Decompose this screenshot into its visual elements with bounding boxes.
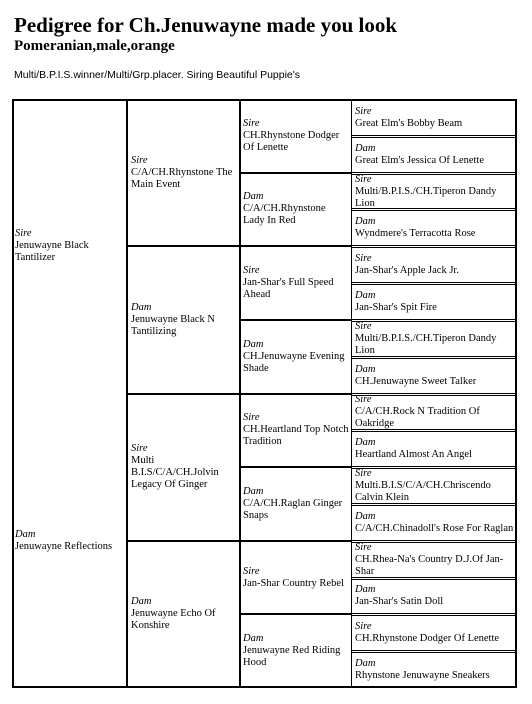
ancestor-name: Great Elm's Jessica Of Lenette bbox=[355, 154, 485, 166]
ancestor-name: Heartland Almost An Angel bbox=[355, 449, 472, 461]
relation-label: Sire bbox=[243, 265, 260, 277]
dog-description: Multi/B.P.I.S.winner/Multi/Grp.placer. Siring Beautiful Puppie's bbox=[14, 69, 301, 81]
relation-label: Dam bbox=[243, 633, 264, 645]
relation-label: Dam bbox=[131, 301, 152, 313]
pedigree-entry bbox=[355, 394, 514, 430]
pedigree-entry bbox=[131, 155, 238, 191]
pedigree-cell-gen0 bbox=[12, 99, 128, 394]
breed-subtitle: Pomeranian,male,orange bbox=[14, 38, 175, 54]
relation-label: Sire bbox=[355, 621, 372, 633]
relation-label: Sire bbox=[355, 394, 372, 406]
pedigree-cell-gen3 bbox=[351, 247, 517, 283]
pedigree-cell-gen3 bbox=[351, 137, 517, 173]
ancestor-name: Jan-Shar Country Rebel bbox=[243, 577, 344, 589]
ancestor-name: CH.Jenuwayne Evening Shade bbox=[243, 350, 345, 374]
ancestor-name: Multi B.I.S/C/A/CH.Jolvin Legacy Of Ginger bbox=[131, 455, 219, 491]
ancestor-name: Jan-Shar's Full Speed Ahead bbox=[243, 277, 334, 301]
pedigree-cell-gen2 bbox=[239, 173, 352, 247]
relation-label: Sire bbox=[131, 154, 148, 166]
pedigree-entry bbox=[15, 529, 124, 553]
ancestor-name: Jan-Shar's Spit Fire bbox=[355, 301, 437, 313]
relation-label: Dam bbox=[15, 528, 36, 540]
relation-label: Dam bbox=[355, 142, 376, 154]
pedigree-entry bbox=[15, 228, 124, 264]
relation-label: Dam bbox=[243, 338, 264, 350]
relation-label: Sire bbox=[243, 565, 260, 577]
pedigree-entry bbox=[243, 265, 349, 301]
pedigree-entry bbox=[131, 302, 238, 338]
relation-label: Sire bbox=[131, 443, 148, 455]
relation-label: Dam bbox=[355, 216, 376, 228]
pedigree-cell-gen1 bbox=[127, 246, 241, 393]
ancestor-name: Great Elm's Bobby Beam bbox=[355, 117, 463, 129]
relation-label: Dam bbox=[355, 658, 376, 670]
pedigree-cell-gen3 bbox=[351, 468, 517, 504]
ancestor-name: Wyndmere's Terracotta Rose bbox=[355, 228, 476, 240]
pedigree-cell-gen0 bbox=[12, 394, 128, 689]
ancestor-name: Multi/B.P.I.S./CH.Tiperon Dandy Lion bbox=[355, 185, 497, 209]
ancestor-name: C/A/CH.Rock N Tradition Of Oakridge bbox=[355, 406, 480, 430]
ancestor-name: CH.Rhynstone Dodger Of Lenette bbox=[355, 633, 500, 645]
pedigree-entry bbox=[243, 633, 349, 669]
ancestor-name: Jenuwayne Black N Tantilizing bbox=[131, 313, 215, 337]
pedigree-entry bbox=[355, 437, 514, 461]
pedigree-entry bbox=[355, 290, 514, 314]
pedigree-cell-gen2 bbox=[239, 467, 352, 541]
ancestor-name: Jenuwayne Black Tantilizer bbox=[15, 240, 89, 264]
ancestor-name: CH.Rhea-Na's Country D.J.Of Jan-Shar bbox=[355, 553, 504, 577]
pedigree-cell-gen3 bbox=[351, 210, 517, 246]
pedigree-cell-gen1 bbox=[127, 541, 241, 688]
pedigree-cell-gen2 bbox=[239, 246, 352, 320]
pedigree-entry bbox=[355, 253, 514, 277]
pedigree-entry bbox=[355, 364, 514, 388]
pedigree-entry bbox=[355, 216, 514, 240]
relation-label: Dam bbox=[243, 485, 264, 497]
pedigree-entry bbox=[243, 566, 349, 590]
pedigree-cell-gen3 bbox=[351, 395, 517, 431]
pedigree-cell-gen3 bbox=[351, 542, 517, 578]
relation-label: Sire bbox=[355, 468, 372, 480]
pedigree-entry bbox=[355, 174, 514, 210]
pedigree-cell-gen3 bbox=[351, 174, 517, 210]
pedigree-entry bbox=[355, 658, 514, 682]
ancestor-name: Jan-Shar's Apple Jack Jr. bbox=[355, 265, 459, 277]
ancestor-name: Jenuwayne Echo Of Konshire bbox=[131, 608, 216, 632]
relation-label: Dam bbox=[243, 191, 264, 203]
pedigree-cell-gen3 bbox=[351, 431, 517, 467]
pedigree-entry bbox=[355, 542, 514, 578]
pedigree-cell-gen2 bbox=[239, 320, 352, 394]
ancestor-name: CH.Rhynstone Dodger Of Lenette bbox=[243, 129, 340, 153]
pedigree-cell-gen3 bbox=[351, 505, 517, 541]
relation-label: Dam bbox=[355, 437, 376, 449]
relation-label: Dam bbox=[131, 596, 152, 608]
ancestor-name: C/A/CH.Rhynstone Lady In Red bbox=[243, 203, 326, 227]
ancestor-name: CH.Heartland Top Notch Tradition bbox=[243, 424, 349, 448]
pedigree-entry bbox=[355, 511, 514, 535]
relation-label: Sire bbox=[243, 412, 260, 424]
relation-label: Sire bbox=[355, 541, 372, 553]
ancestor-name: CH.Jenuwayne Sweet Talker bbox=[355, 375, 477, 387]
relation-label: Sire bbox=[243, 117, 260, 129]
relation-label: Dam bbox=[355, 363, 376, 375]
ancestor-name: Jenuwayne Red Riding Hood bbox=[243, 645, 341, 669]
ancestor-name: C/A/CH.Raglan Ginger Snaps bbox=[243, 497, 343, 521]
pedigree-cell-gen2 bbox=[239, 614, 352, 688]
relation-label: Sire bbox=[355, 320, 372, 332]
pedigree-entry bbox=[243, 412, 349, 448]
ancestor-name: Jan-Shar's Satin Doll bbox=[355, 596, 444, 608]
relation-label: Sire bbox=[355, 105, 372, 117]
pedigree-entry bbox=[355, 143, 514, 167]
pedigree-entry bbox=[355, 621, 514, 645]
relation-label: Sire bbox=[355, 173, 372, 185]
pedigree-cell-gen3 bbox=[351, 615, 517, 651]
relation-label: Sire bbox=[355, 253, 372, 265]
pedigree-cell-gen3 bbox=[351, 579, 517, 615]
relation-label: Dam bbox=[355, 510, 376, 522]
pedigree-entry bbox=[355, 321, 514, 357]
pedigree-entry bbox=[131, 596, 238, 632]
pedigree-cell-gen3 bbox=[351, 321, 517, 357]
pedigree-entry bbox=[243, 191, 349, 227]
pedigree-cell-gen1 bbox=[127, 394, 241, 541]
pedigree-cell-gen3 bbox=[351, 652, 517, 688]
relation-label: Dam bbox=[355, 289, 376, 301]
pedigree-cell-gen3 bbox=[351, 100, 517, 136]
relation-label: Dam bbox=[355, 584, 376, 596]
pedigree-cell-gen2 bbox=[239, 541, 352, 615]
pedigree-cell-gen2 bbox=[239, 99, 352, 173]
pedigree-entry bbox=[131, 443, 238, 491]
pedigree-entry bbox=[355, 468, 514, 504]
ancestor-name: C/A/CH.Rhynstone The Main Event bbox=[131, 166, 233, 190]
ancestor-name: Multi/B.P.I.S./CH.Tiperon Dandy Lion bbox=[355, 332, 497, 356]
ancestor-name: Jenuwayne Reflections bbox=[15, 540, 113, 552]
pedigree-cell-gen2 bbox=[239, 394, 352, 468]
pedigree-cell-gen1 bbox=[127, 99, 241, 246]
ancestor-name: Rhynstone Jenuwayne Sneakers bbox=[355, 670, 490, 682]
pedigree-entry bbox=[243, 118, 349, 154]
ancestor-name: C/A/CH.Chinadoll's Rose For Raglan bbox=[355, 522, 514, 534]
page-title: Pedigree for Ch.Jenuwayne made you look bbox=[14, 13, 398, 37]
pedigree-entry bbox=[355, 584, 514, 608]
pedigree-entry bbox=[243, 486, 349, 522]
pedigree-entry bbox=[243, 339, 349, 375]
relation-label: Sire bbox=[15, 228, 32, 240]
pedigree-entry bbox=[355, 106, 514, 130]
pedigree-cell-gen3 bbox=[351, 358, 517, 394]
pedigree-cell-gen3 bbox=[351, 284, 517, 320]
ancestor-name: Multi.B.I.S/C/A/CH.Chriscendo Calvin Klein bbox=[355, 480, 491, 504]
